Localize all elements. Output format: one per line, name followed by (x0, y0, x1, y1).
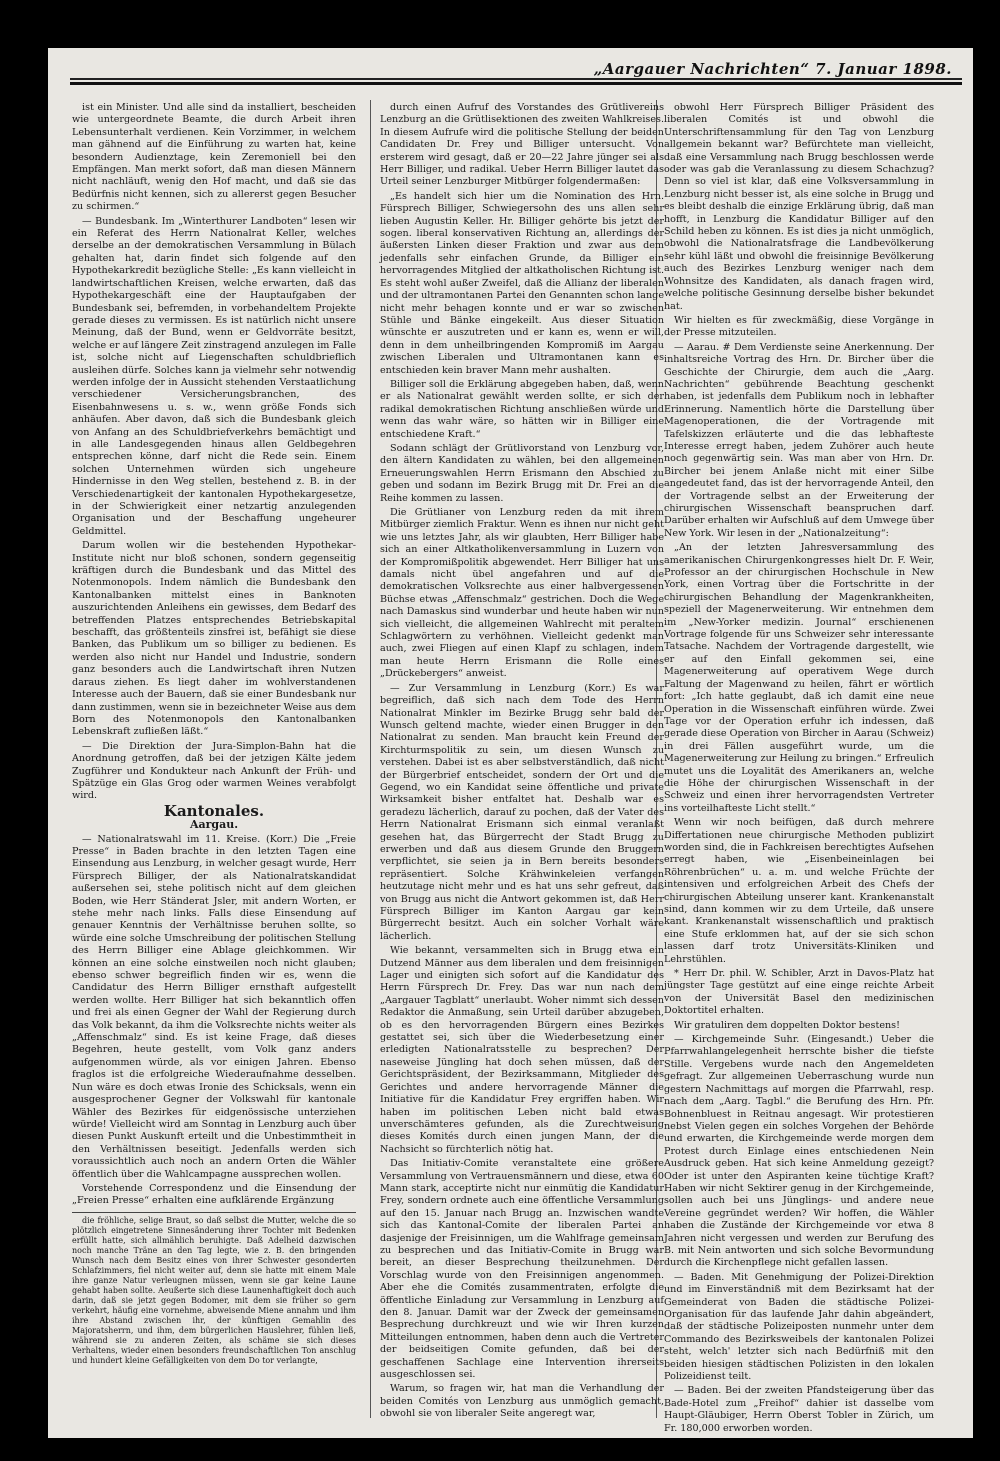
article-paragraph: Wie bekannt, versammelten sich in Brugg etwa ein Dutzend Männer aus dem liberalen und dem freisinnigen Lager und einigten sich sofort auf die Kandidatur des Herrn Fürsprech Dr. Frey. Das war nun nach dem „Aargauer Tagblatt“ unerlaubt. Woher nimmt sich dessen Redaktor die Anmaßung, sein Urteil darüber abzugeben, ob es den hervorragenden Bürgern eines Bezirkes gestattet sei, sich über die Wiederbesetzung einer erledigten Nationalratsstelle zu besprechen? Der naseweise Jüngling hat doch sehen müssen, daß der Gerichtspräsident, der Bezirksammann, Mitglieder des Gerichtes und andere hervorragende Männer die Initiative für die Kandidatur Frey ergriffen haben. Wir haben im politischen Leben nicht bald etwas unverschämteres gefunden, als die Zurechtweisung dieses Komités durch einen jungen Mann, der die Nachsicht so fürchterlich nötig hat. (380, 945, 664, 1155)
article-paragraph: „Es handelt sich hier um die Nomination des Hrn. Fürsprech Billiger, Schwiegersohn des uns allen sehr lieben Augustin Keller. Hr. Billiger gehörte bis jetzt der sogen. liberal konservativen Richtung an, allerdings der äußersten Linken dieser Fraktion und zwar aus dem jedenfalls sehr einfachen Grunde, da Billiger ein hervorragendes Mitglied der altkatholischen Richtung ist. Es steht wohl außer Zweifel, daß die Allianz der liberalen und der ultramontanen Partei den Genannten schon lange nicht mehr behagen konnte und er war so zwischen Stühle und Bänke eingekeilt. Aus dieser Situation wünschte er auszutreten und er kann es, wenn er will, denn in dem unheilbringenden Kompromiß im Aargau zwischen Liberalen und Ultramontanen kann es entschieden kein braver Mann mehr aushalten. (380, 190, 664, 376)
column-divider (370, 100, 371, 1418)
article-paragraph: durch einen Aufruf des Vorstandes des Grütlivereins Lenzburg an die Grütlisektionen des zweiten Wahlkreises. In diesem Aufrufe wird die politische Stellung der beiden Candidaten Dr. Frey und Billiger untersucht. Von ersterem wird gesagt, daß er 20—22 Jahre jünger sei als Herr Billiger, und radikal. Ueber Herrn Billiger lautet das Urteil seiner Lenzburger Mitbürger folgendermaßen: (380, 102, 664, 188)
feuilleton-rule (72, 1212, 356, 1213)
article-paragraph: Vorstehende Correspondenz und die Einsendung der „Freien Presse“ erhalten eine aufklärende Ergänzung (72, 1182, 356, 1207)
article-paragraph: obwohl Herr Fürsprech Billiger Präsident des liberalen Comités ist und obwohl die Unterschriftensammlung für den Tag von Lenzburg allgemein bekannt war? Befürchtete man vielleicht, daß eine Versammlung nach Brugg beschlossen werde oder was gab die Veranlassung zu diesem Schachzug? Denn so viel ist klar, daß eine Volksversammlung in Lenzburg nicht besser ist, als eine solche in Brugg und es bleibt deshalb die einzige Erklärung übrig, daß man hofft, in Lenzburg die Kandidatur Billiger auf den Schild heben zu können. Es ist dies ja nicht unmöglich, obwohl die Nationalratsfrage die Landbevölkerung sehr kühl läßt und obwohl die freisinnige Bevölkerung auch des Bezirkes Lenzburg weniger nach dem Wohnsitze des Kandidaten, als danach fragen wird, welche politische Gesinnung derselbe bisher bekundet hat. (664, 102, 934, 312)
article-paragraph: — Aarau. # Dem Verdienste seine Anerkennung. Der inhaltsreiche Vortrag des Hrn. Dr. Bircher über die Geschichte der Chirurgie, dem auch die „Aarg. Nachrichten“ gebührende Beachtung geschenkt haben, ist jedenfalls dem Publikum noch in lebhafter Erinnerung. Namentlich hörte die Darstellung über Magenoperationen, die der Vortragende mit Tafelskizzen erläuterte und die das lebhafteste Interesse erregt haben, jedem Zuhörer auch heute noch gegenwärtig sein. Was man aber von Hrn. Dr. Bircher bei jenem Anlaße nicht mit einer Silbe angedeutet fand, das ist der hervorragende Anteil, den der Vortragende selbst an der Erweiterung der chirurgischen Wissenschaft beanspruchen darf. Darüber erhalten wir Aufschluß auf dem Umwege über New York. Wir lesen in der „Nationalzeitung“: (664, 341, 934, 539)
column-1 (72, 102, 356, 1417)
article-paragraph: — Kirchgemeinde Suhr. (Eingesandt.) Ueber die Pfarrwahlangelegenheit herrschte bisher die tiefste Stille. Vergebens wurde nach den Angemeldeten gefragt. Zur allgemeinen Ueberraschung wurde nun gestern Nachmittags auf morgen die Pfarrwahl, resp. nach dem „Aarg. Tagbl.“ die Berufung des Hrn. Pfr. Bohnenbluest in Reitnau angesagt. Wir protestieren nebst Vielen gegen ein solches Vorgehen der Behörde und erwarten, die Kirchgemeinde werde morgen dem Protest durch Einlage eines entschiedenen Nein Ausdruck geben. Hat sich keine Anmeldung gezeigt? Oder ist unter den Aspiranten keine tüchtige Kraft? Haben wir nicht Sektirer genug in der Kirchgemeinde, sollen auch bei uns Jünglings- und andere neue Vereine gegründet werden? Wir hoffen, die Wähler haben die Zustände der Kirchgemeinde vor etwa 8 Jahren nicht vergessen und werden zur Berufung des B. mit Nein antworten und sich solche Bevormundung durch die Kirchenpflege nicht gefallen lassen. (664, 1034, 934, 1269)
article-paragraph: Billiger soll die Erklärung abgegeben haben, daß, wenn er als Nationalrat gewählt werden sollte, er sich der radikal demokratischen Richtung anschließen würde und wenn das wahr wäre, so hätten wir in Billiger eine entschiedene Kraft.“ (380, 378, 664, 440)
article-paragraph: ist ein Minister. Und alle sind da installiert, bescheiden wie untergeordnete Beamte, die durch Arbeit ihren Lebensunterhalt verdienen. Kein Vorzimmer, in welchem man gähnend auf die Einführung zu warten hat, keine besondern Audienztage, kein Zeremoniell bei den Empfängen. Man merkt sofort, daß man diesen Männern nicht nachläuft, wenig den Hof macht, und daß sie das Bedürfnis nicht kennen, sich zu allererst gegen Besucher zu schirmen.“ (72, 102, 356, 213)
article-paragraph: — Nationalratswahl im 11. Kreise. (Korr.) Die „Freie Presse“ in Baden brachte in den letzten Tagen eine Einsendung aus Lenzburg, in welcher gesagt wurde, Herr Fürsprech Billiger, der als Nationalratskandidat außersehen sei, stehe politisch nicht auf dem gleichen Boden, wie Herr Ständerat Jsler, mit andern Worten, er stehe mehr nach links. Falls diese Einsendung auf genauer Kenntnis der Verhältnisse beruhen sollte, so würde eine solche Umschreibung der politischen Stellung des Herrn Billiger eine Ablage gleichkommen. Wir können an eine solche einstweilen noch nicht glauben; ebenso schwer begreiflich finden wir es, wenn die Candidatur des Herrn Billiger ernsthaft aufgestellt werden wollte. Herr Billiger hat sich bekanntlich offen und frei als einen Gegner der Wahl der Regierung durch das Volk bekannt, da ihm die Volksrechte nichts weiter als „Affenschmalz“ sind. Es ist keine Frage, daß dieses Begehren, heute gestellt, vom Volk ganz anders aufgenommen würde, als vor einigen Jahren. Ebenso fraglos ist die erfolgreiche Wiederaufnahme desselben. Nun wäre es doch etwas Ironie des Schicksals, wenn ein ausgesprochener Gegner der Volkswahl für kantonale Wähler des Bezirkes für eidgenössische unterziehen würde! Vielleicht wird am Sonntag in Lenzburg auch über diesen Punkt Auskunft erteilt und die Unbestimmtheit in den Verhältnissen beseitigt. Jedenfalls werden sich voraussichtlich auch noch an andern Orten die Wähler öffentlich über die Wahlcampagne aussprechen wollen. (72, 833, 356, 1180)
column-2 (380, 102, 664, 1420)
article-paragraph: — Baden. Mit Genehmigung der Polizei-Direktion und im Einverständniß mit dem Bezirksamt hat der Gemeinderat von Baden die städtische Polizei-Organisation für das laufende Jahr dahin abgeändert, daß der städtische Polizeiposten nunmehr unter dem Commando des Bezirksweibels der kantonalen Polizei steht, welch' letzter sich nach Bedürfniß mit den beiden hiesigen städtischen Polizisten in den lokalen Polizeidienst teilt. (664, 1271, 934, 1383)
article-paragraph: Die Grütlianer von Lenzburg reden da mit ihrem Mitbürger ziemlich Fraktur. Wenn es ihnen nur nicht geht wie uns letztes Jahr, als wir glaubten, Herr Billiger habe sich an einer Altkatholikenversammlung in Luzern von der Kompromißpolitik abgewendet. Herr Billiger hat uns damals nicht übel angefahren und auf die demokratischen Volksrechte aus einer halbvergessenen Büchse etwas „Affenschmalz“ gestrichen. Doch die Wege nach Damaskus sind wunderbar und heute haben wir nun sich vielleicht, die allgemeinen Wahlrecht mit peraltem Schlagwörtern zu verhöhnen. Vielleicht gedenkt man auch, zwei Fliegen auf einen Klapf zu schlagen, indem man heute Herrn Erismann die Rolle eines „Drückebergers“ anweist. (380, 507, 664, 680)
article-paragraph: — Die Direktion der Jura-Simplon-Bahn hat die Anordnung getroffen, daß bei der jetzigen Kälte jedem Zugführer und Kondukteur nach Ankunft der Früh- und Spätzüge ein Glas Grog oder warmen Weines verabfolgt wird. (72, 740, 356, 802)
top-rule (70, 78, 962, 80)
section-heading: Kantonales. (163, 801, 265, 820)
article-paragraph: — Zur Versammlung in Lenzburg (Korr.) Es war begreiflich, daß sich nach dem Tode des Herrn Nationalrat Minkler im Bezirke Brugg sehr bald der Wunsch geltend machte, wieder einen Brugger in den Nationalrat zu senden. Man braucht kein Freund der Kirchturmspolitik zu sein, um diesen Wunsch zu verstehen. Dabei ist es aber selbstverständlich, daß nicht der Bürgerbrief entscheidet, sondern der Ort und die Gegend, wo ein Kandidat seine öffentliche und private Wirksamkeit bisher entfaltet hat. Deshalb war es geradezu lächerlich, darauf zu pochen, daß der Vater des Herrn Nationalrat Erismann sich einmal veranlaßt gesehen hat, das Bürgerrecht der Stadt Brugg zu erwerben und daß aus diesem Grunde den Bruggern verpflichtet, sie seien ja in Bern bereits besonders repräsentiert. Solche Krähwinkeleien verfangen heutzutage nicht mehr und es hat uns sehr gefreut, daß von Brugg aus nicht die Antwort gekommen ist, daß Herr Fürsprech Billiger im Kanton Aargau gar kein Bürgerrecht besitzt. Auch ein solcher Vorhalt wäre lächerlich. (380, 682, 664, 942)
article-paragraph: Wir hielten es für zweckmäßig, diese Vorgänge in der Presse mitzuteilen. (664, 314, 934, 339)
article-paragraph: * Herr Dr. phil. W. Schibler, Arzt in Davos-Platz hat jüngster Tage gestützt auf eine einge reichte Arbeit von der Universität Basel den medizinischen Doktortitel erhalten. (664, 968, 934, 1017)
article-paragraph: Sodann schlägt der Grütlivorstand von Lenzburg vor, den ältern Kandidaten zu wählen, bei den allgemeinen Erneuerungswahlen Herrn Erismann den Abschied zu geben und sodann im Bezirk Brugg mit Dr. Frei an die Reihe kommen zu lassen. (380, 442, 664, 504)
column-3 (664, 102, 934, 1434)
masthead-title: „Aargauer Nachrichten“ 7. Januar 1898. (593, 60, 952, 78)
article-paragraph: Darum wollen wir die bestehenden Hypothekar-Institute nicht nur bloß schonen, sondern gegenseitig kräftigen durch die Bundesbank und das Mittel des Notenmonopols. Indem nämlich die Bundesbank den Kantonalbanken mittelst eines in Banknoten auszurichtenden Anleihens ein gewisses, dem Bedarf des betreffenden Platzes entsprechendes Betriebskapital beschafft, das größtenteils zinsfrei ist, befähigt sie diese Banken, das Publikum um so billiger zu bedienen. Es werden also nicht nur Handel und Industrie, sondern ganz besonders auch die Landwirtschaft ihren Nutzen daraus ziehen. Es liegt daher im wohlverstandenen Interesse auch der Bauern, daß sie einer Bundesbank nur dann zustimmen, wenn sie in bezeichneter Weise aus dem Born des Notenmonopols den Kantonalbanken Lebenskraft zufließen läßt.“ (72, 540, 356, 738)
article-paragraph: Wenn wir noch beifügen, daß durch mehrere Differtationen neue chirurgische Methoden publizirt worden sind, die in Fachkreisen berechtigtes Aufsehen erregt haben, wie „Eisenbeineinlagen bei Röhrenbrüchen“ u. a. m. und welche Früchte der intensiven und erfolgreichen Arbeit des Chefs der chirurgischen Abteilung unserer kant. Krankenanstalt sind, dann kommen wir zu dem Urteile, daß unsere kant. Krankenanstalt wissenschaftlich und praktisch eine Stufe erklommen hat, auf der sie sich schon lassen darf trotz Universitäts-Kliniken und Lehrstühlen. (664, 817, 934, 965)
masthead-rule (70, 82, 962, 85)
article-paragraph: Wir gratuliren dem doppelten Doktor bestens! (674, 1019, 900, 1031)
article-paragraph: Das Initiativ-Comite veranstaltete eine größere Versammlung von Vertrauensmännern und diese, etwa 60 Mann stark, acceptirte nicht nur einmütig die Kandidatur Frey, sondern ordnete auch eine öffentliche Versammlung auf den 15. Januar nach Brugg an. Inzwischen wandte sich das Kantonal-Comite der liberalen Partei an dasjenige der Freisinnigen, um die Wahlfrage gemeinsam zu besprechen und das Initiativ-Comite in Brugg war bereit, an dieser Besprechung theilzunehmen. Der Vorschlag wurde von den Freisinnigen angenommen. Aber ehe die Comités zusammentraten, erfolgte die öffentliche Einladung zur Versammlung in Lenzburg auf den 8. Januar. Damit war der Zweck der gemeinsamen Besprechung durchkreuzt und wie wir Ihren kurzen Mitteilungen entnommen, haben denn auch die Vertreter der beidseitigen Comite gefunden, daß bei der geschaffenen Sachlage eine Intervention ihrerseits ausgeschlossen sei. (380, 1158, 664, 1381)
article-paragraph: „An der letzten Jahresversammlung des amerikanischen Chirurgenkongresses hielt Dr. F. Weir, Professor an der chirurgischen Hochschule in New York, einen Vortrag über die Fortschritte in der chirurgischen Behandlung der Magenkrankheiten, speziell der Magenerweiterung. Wir entnehmen dem im „New-Yorker medizin. Journal“ erschienenen Vortrage folgende für uns Schweizer sehr interessante Tatsache. Nachdem der Vortragende dargestellt, wie er auf den Einfall gekommen sei, eine Magenerweiterung auf operativem Wege durch Faltung der Magenwand zu heilen, fährt er wörtlich fort: „Ich hatte geglaubt, daß ich damit eine neue Operation in die Wissenschaft einführen würde. Zwei Tage vor der Operation erfuhr ich indessen, daß gerade diese Operation von Bircher in Aarau (Schweiz) in drei Fällen ausgeführt wurde, um die Magenerweiterung zur Heilung zu bringen.“ Erfreulich mutet uns die Loyalität des Amerikaners an, welche die Höhe der chirurgischen Wissenschaft in der Schweiz und einen ihrer hervorragendsten Vertreter ins vorteilhafteste Licht stellt.“ (664, 542, 934, 814)
feuilleton-text: die fröhliche, selige Braut, so daß selbst die Mutter, welche die so plötzlich eingetretene Sinnesänderung ihrer Tochter mit Bedenken erfüllt hatte, sich allmählich beruhigte. Daß Adelheid dazwischen noch manche Träne an den Tag legte, wie z. B. den bringenden Wunsch nach dem Besitz eines von ihrer Schwester gesonderten Schlafzimmers, fiel nicht weiter auf, denn sie hatte mit einem Male ihre ganze Natur verleugnen müssen, wenn sie gar keine Laune gehabt haben sollte. Aeußerte sich diese Launenhaftigkeit doch auch darin, daß sie jetzt gegen Bodomer, mit dem sie früher so gern verkehrt, häufig eine vornehme, abweisende Miene annahm und ihm ihre Abstand zwischen ihr, der künftigen Gemahlin des Majoratsherrn, und ihm, dem bürgerlichen Hauslehrer, fühlen ließ, während sie zu anderen Zeiten, als schäme sie sich dieses Verhaltens, wieder einen besonders freundschaftlichen Ton anschlug und hundert kleine Gefälligkeiten von dem Do tor verlangte, (72, 1215, 356, 1365)
section-subheading: Aargau. (189, 818, 239, 832)
article-paragraph: Warum, so fragen wir, hat man die Verhandlung der beiden Comités von Lenzburg aus unmöglich gemacht, obwohl sie von liberaler Seite angeregt war, (380, 1383, 664, 1420)
article-paragraph: — Baden. Bei der zweiten Pfandsteigerung über das Bade-Hotel zum „Freihof“ dahier ist dasselbe vom Haupt-Gläubiger, Herrn Oberst Tobler in Zürich, um Fr. 180,000 erworben worden. (664, 1385, 934, 1434)
article-paragraph: — Bundesbank. Im „Winterthurer Landboten“ lesen wir ein Referat des Herrn Nationalrat Keller, welches derselbe an der demokratischen Versammlung in Bülach gehalten hat, darin findet sich folgende auf den Hypothekarkredit bezügliche Stelle: „Es kann vielleicht in landwirtschaftlichen Kreisen, welche erwarten, daß das Hypothekargeschäft eine der Hauptaufgaben der Bundesbank sei, befremden, in vorbehandeltem Projekte gerade dieses zu vermissen. Es ist natürlich nicht unsere Meinung, daß der Bund, wenn er Geldvorräte besitzt, welche er auf längere Zeit zinstragend anzulegen im Falle ist, solche nicht auf Liegenschaften schuldbrieflich ausleihen dürfe. Solches kann ja vielmehr sehr notwendig werden infolge der in Aussicht stehenden Verstaatlichung verschiedener Versicherungsbranchen, des Eisenbahnwesens u. s. w., wenn größe Fonds sich anhäufen. Aber davon, daß sich die Bundesbank gleich von Anfang an des Schuldbriefverkehrs bemächtigt und in alle Landesgegenden hinaus allen Geldbegehren entsprechen könne, darf nicht die Rede sein. Einem solchen Unternehmen würden sich ungeheure Hindernisse in den Weg stellen, bestehend z. B. in der Verschiedenartigkeit der kantonalen Hypothekargesetze, in der Schwierigkeit einer netzartig anzulegenden Organisation und der Beschaffung ungeheurer Geldmittel. (72, 215, 356, 537)
